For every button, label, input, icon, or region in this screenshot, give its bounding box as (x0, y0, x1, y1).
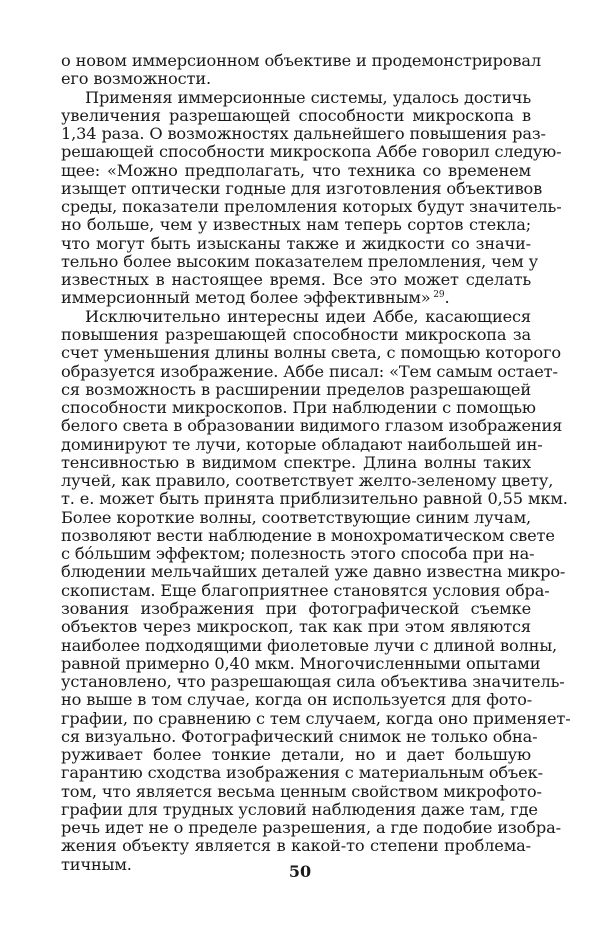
text-line: наиболее подходящими фиолетовые лучи с длиной волны, (61, 635, 558, 655)
text-line: лучей, как правило, соответствует желто-зеленому цвету, (61, 471, 554, 491)
text-line: тенсивностью в видимом спектре. Длина волны таких (61, 452, 531, 472)
text-line: изыщет оптически годные для изготовления объективов (61, 178, 543, 198)
paragraph-first-line: Применяя иммерсионные системы, удалось достичь (85, 87, 531, 107)
text-line: жения объекту является в какой-то степени проблема- (61, 836, 531, 856)
text-line: иммерсионный метод более эффективным» $^{29}$. (61, 288, 450, 308)
text-line: Более короткие волны, соответствующие синим лучам, (61, 507, 531, 527)
text-line: щее: «Можно предполагать, что техника со временем (61, 160, 531, 180)
text-line: объектов через микроскоп, так как при этом являются (61, 617, 531, 637)
paragraph-first-line: Исключительно интересны идеи Аббе, касающиеся (85, 306, 531, 326)
text-line: среды, показатели преломления которых будут значитель- (61, 197, 562, 217)
text-line: установлено, что разрешающая сила объектива значитель- (61, 672, 565, 692)
text-line: белого света в образовании видимого глазом изображения (61, 416, 563, 436)
text-line: что могут быть изысканы также и жидкости со значи- (61, 233, 531, 253)
text-line: его возможности. (61, 69, 211, 89)
text-line: образуется изображение. Аббе писал: «Тем самым остает- (61, 361, 558, 381)
page-body (61, 51, 571, 874)
text-line: доминируют те лучи, которые обладают наибольшей ин- (61, 434, 543, 454)
text-line: с бо́льшим эффектом; полезность этого способа при на- (61, 544, 535, 564)
text-line: способности микроскопов. При наблюдении с помощью (61, 398, 536, 418)
text-line: 1,34 раза. О возможностях дальнейшего повышения раз- (61, 124, 546, 144)
text-line: о новом иммерсионном объективе и продемонстрировал (61, 51, 541, 70)
text-line: равной примерно 0,40 мкм. Многочисленными опытами (61, 653, 541, 673)
text-line: ся визуально. Фотографический снимок не только обна- (61, 726, 538, 746)
text-line: том, что является весьма ценным свойством микрофото- (61, 781, 542, 801)
page-number: 50 (288, 862, 312, 881)
text-line: увеличения разрешающей способности микроскопа в (61, 105, 531, 125)
text-line: но выше в том случае, когда он используется для фото- (61, 690, 533, 710)
text-line: речь идет не о пределе разрешения, а где подобие изобра- (61, 818, 561, 838)
text-line: блюдении мельчайших деталей уже давно известна микро- (61, 562, 566, 582)
text-line: тельно более высоким показателем преломления, чем у (61, 251, 538, 271)
text-line: графии для трудных условий наблюдения даже там, где (61, 799, 538, 819)
text-line: скопистам. Еще благоприятнее становятся условия обра- (61, 580, 550, 600)
text-line: графии, по сравнению с тем случаем, когда оно применяет- (61, 708, 571, 728)
text-line: тичным. (61, 854, 132, 874)
text-line: известных в настоящее время. Все это может сделать (61, 270, 531, 290)
text-line: но больше, чем у известных нам теперь сортов стекла; (61, 215, 531, 235)
text-line: руживает более тонкие детали, но и дает большую (61, 745, 531, 765)
text-line: т. е. может быть принята приблизительно равной 0,55 мкм. (61, 489, 568, 509)
text-line: решающей способности микроскопа Аббе говорил следую- (61, 142, 562, 162)
text-line: счет уменьшения длины волны света, с помощью которого (61, 343, 561, 363)
text-line: зования изображения при фотографической съемке (61, 598, 531, 618)
text-line: гарантию сходства изображения с материальным объек- (61, 763, 543, 783)
text-line: повышения разрешающей способности микроскопа за (61, 324, 531, 344)
text-line: ся возможность в расширении пределов разрешающей (61, 379, 531, 399)
footnote-reference: 29 (430, 290, 445, 301)
text-line: позволяют вести наблюдение в монохроматическом свете (61, 525, 555, 545)
